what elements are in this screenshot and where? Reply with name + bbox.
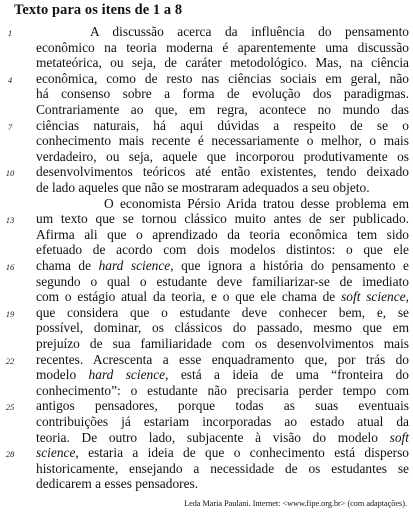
text-line xyxy=(36,87,409,101)
line-number: 19 xyxy=(5,308,15,319)
text-segment: um texto que se tornou clássico muito antes de ser publicado. xyxy=(36,211,409,227)
text-segment: , está a ideia de uma “fronteira do xyxy=(165,367,409,383)
text-line xyxy=(36,41,409,55)
text-segment: A discussão acerca da influência do pensamento xyxy=(90,24,409,39)
text-segment: há consenso sobre a forma de evolução dos paradigmas. xyxy=(36,86,409,102)
text-segment: modelo xyxy=(36,367,89,383)
text-line xyxy=(36,399,409,413)
italic-term: hard science xyxy=(88,367,166,383)
text-segment: com o estágio atual da teoria, e o que ele chama de xyxy=(36,289,342,305)
italic-term: hard science xyxy=(98,258,171,273)
line-number: 22 xyxy=(5,355,15,366)
text-line xyxy=(36,290,409,304)
line-number: 13 xyxy=(5,215,15,226)
page-title: Texto para os itens de 1 a 8 xyxy=(14,2,183,18)
text-segment: contribuições já estariam incorporadas ao estado atual da xyxy=(36,414,409,429)
text-segment: Afirma ali que o aprendizado da teoria econômica tem sido xyxy=(36,226,409,242)
source-citation: Leda Maria Paulani. Internet: <www.fipe.org.br> (com adaptações). xyxy=(184,499,407,508)
text-segment: desenvolvimentos teóricos até então existentes, tendo deixado xyxy=(36,164,409,180)
text-line xyxy=(36,181,409,195)
text-line xyxy=(36,384,409,398)
text-line xyxy=(36,353,409,367)
italic-term: soft science xyxy=(341,289,406,305)
text-segment: , que ignora a história do pensamento e xyxy=(170,258,409,273)
line-number: 7 xyxy=(7,121,13,132)
text-segment: O economista Pérsio Arida tratou desse problema em xyxy=(104,195,409,211)
text-segment: possível, dominar, os clássicos do passado, mesmo que em xyxy=(36,320,409,336)
text-line xyxy=(36,134,409,148)
line-number: 1 xyxy=(7,28,13,38)
text-segment: , xyxy=(405,289,409,305)
text-line xyxy=(36,446,409,460)
text-segment: efetuado de acordo com dois modelos distintos: o que ele xyxy=(36,242,409,258)
text-line xyxy=(36,228,409,242)
text-segment: econômico na teoria moderna é aparentemente uma discussão xyxy=(36,39,409,55)
text-segment: , estaria a ideia de que o conhecimento está disperso xyxy=(75,445,409,461)
text-line xyxy=(36,212,409,226)
text-line xyxy=(36,103,409,117)
text-segment: prejuízo de sua familiaridade com os desenvolvimentos mais xyxy=(36,336,409,351)
text-segment: conhecimento”: o estudante não precisaria perder tempo com xyxy=(36,382,409,398)
italic-term: soft xyxy=(389,429,409,445)
text-line xyxy=(36,462,409,476)
line-number: 10 xyxy=(5,168,15,179)
text-line xyxy=(36,337,409,351)
text-line xyxy=(36,477,409,491)
text-segment: verdadeiro, ou seja, aquele que incorporou produtivamente os xyxy=(36,148,409,164)
text-segment: que considera que o estudante deve conhecer bem, e, se xyxy=(36,304,409,320)
text-segment: metateórica, ou seja, de caráter metodológico. Mas, na ciência xyxy=(36,55,409,71)
text-segment: ciências naturais, há aqui dúvidas a respeito de se o xyxy=(36,117,409,133)
text-line xyxy=(36,56,409,70)
text-segment: econômica, como de resto nas ciências sociais em geral, não xyxy=(36,70,409,86)
text-line xyxy=(36,321,409,335)
text-line xyxy=(36,150,409,164)
text-line xyxy=(36,243,409,257)
text-line xyxy=(36,259,409,273)
text-line xyxy=(90,25,409,39)
text-segment: Contrariamente ao que, em regra, acontece no mundo das xyxy=(36,102,409,117)
text-segment: antigos pensadores, porque todas as suas eventuais xyxy=(36,398,409,414)
text-segment: de lado aqueles que não se mostraram adequados a seu objeto. xyxy=(36,180,370,195)
text-segment: teoria. De outro lado, subjacente à visão do modelo xyxy=(36,429,390,445)
text-segment: chama de xyxy=(36,258,99,273)
line-number: 25 xyxy=(5,402,15,413)
text-segment: dedicarem a esses pensadores. xyxy=(36,476,199,492)
text-line xyxy=(36,165,409,179)
line-number: 16 xyxy=(5,262,15,272)
text-line xyxy=(36,72,409,86)
text-line xyxy=(36,415,409,429)
text-segment: recentes. Acrescenta a esse enquadramento que, por trás do xyxy=(36,351,409,367)
text-line xyxy=(36,275,409,289)
line-number: 4 xyxy=(7,74,13,85)
text-line xyxy=(36,119,409,133)
line-number: 28 xyxy=(5,449,15,460)
text-line xyxy=(36,431,409,445)
text-segment: historicamente, ensejando a necessidade de os estudantes se xyxy=(36,460,409,476)
text-segment: conhecimento mais recente é necessariamente o melhor, o mais xyxy=(36,133,409,149)
italic-term: science xyxy=(36,445,76,461)
text-line xyxy=(36,368,409,382)
text-line xyxy=(36,306,409,320)
text-segment: segundo o qual o estudante deve familiarizar-se de imediato xyxy=(36,273,409,289)
text-line xyxy=(104,197,409,211)
